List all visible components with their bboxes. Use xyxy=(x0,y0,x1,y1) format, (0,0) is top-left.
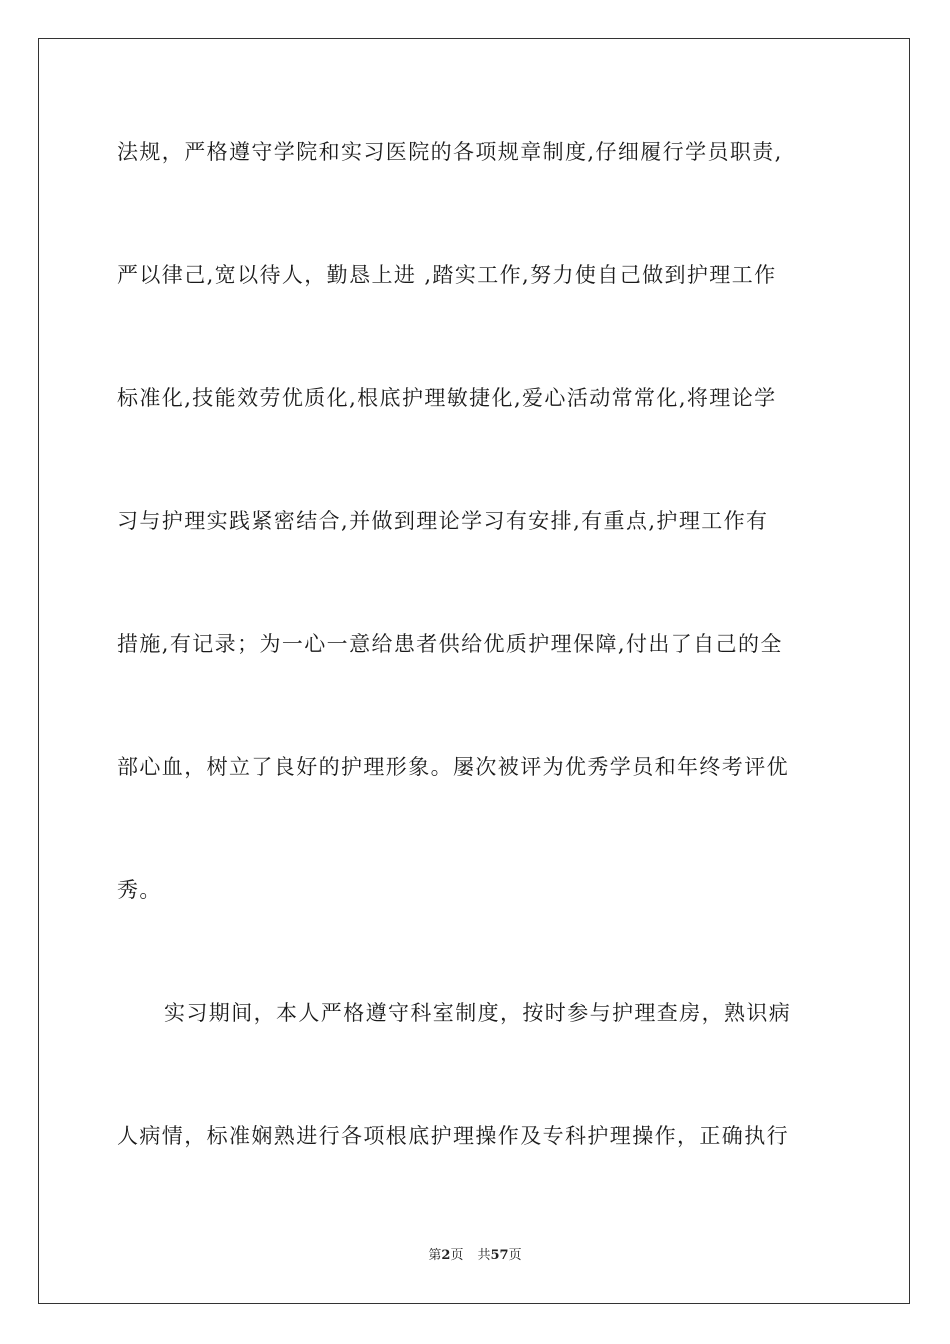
body-line-1: 法规，严格遵守学院和实习医院的各项规章制度,仔细履行学员职责, xyxy=(117,140,783,164)
page-footer xyxy=(0,1247,950,1265)
body-line-6: 部心血，树立了良好的护理形象。屡次被评为优秀学员和年终考评优 xyxy=(117,755,789,779)
body-line-3: 标准化,技能效劳优质化,根底护理敏捷化,爱心活动常常化,将理论学 xyxy=(117,386,777,410)
total-suffix: 页 xyxy=(508,1248,522,1263)
page-border xyxy=(38,38,910,1304)
body-line-7: 秀。 xyxy=(117,878,162,902)
page-prefix: 第 xyxy=(428,1248,442,1263)
body-line-4: 习与护理实践紧密结合,并做到理论学习有安排,有重点,护理工作有 xyxy=(117,509,769,533)
page-number: 2 xyxy=(441,1248,451,1263)
total-prefix: 共 xyxy=(477,1248,491,1263)
total-pages: 57 xyxy=(490,1248,509,1263)
body-line-9: 人病情，标准娴熟进行各项根底护理操作及专科护理操作，正确执行 xyxy=(117,1124,789,1148)
page-suffix: 页 xyxy=(450,1248,464,1263)
body-line-2: 严以律己,宽以待人，勤恳上进 ,踏实工作,努力使自己做到护理工作 xyxy=(117,263,777,287)
body-line-5: 措施,有记录；为一心一意给患者供给优质护理保障,付出了自己的全 xyxy=(117,632,783,656)
paragraph-start-line: 实习期间，本人严格遵守科室制度，按时参与护理查房，熟识病 xyxy=(164,1001,792,1025)
